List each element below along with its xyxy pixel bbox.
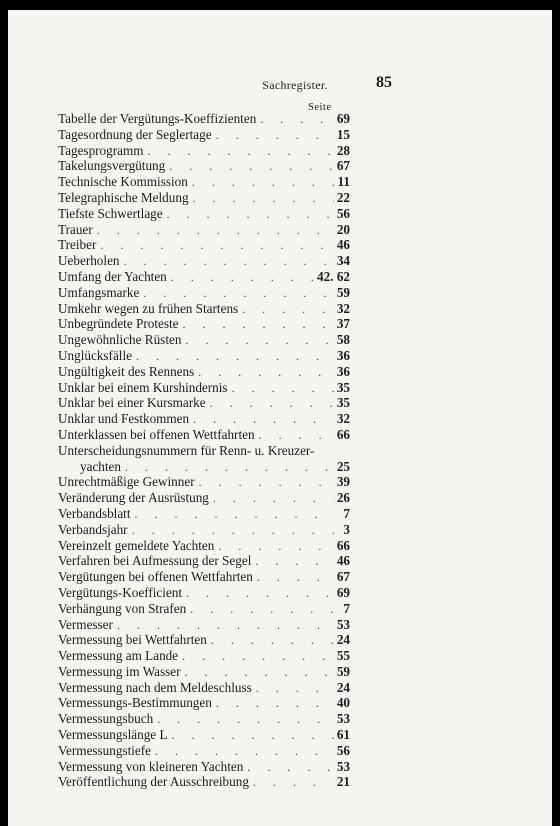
index-page-ref: 11 [337, 174, 350, 190]
index-entry [58, 711, 350, 727]
index-term: Veränderung der Ausrüstung [58, 490, 209, 506]
index-entry [58, 617, 350, 633]
index-page-ref: 40 [336, 695, 350, 711]
index-term: Ungültigkeit des Rennens [58, 363, 195, 379]
index-entry [58, 680, 350, 696]
index-entry [58, 427, 350, 443]
index-entry [58, 301, 350, 317]
index-term: Vermessung nach dem Meldeschluss [58, 679, 252, 695]
leader-dots [195, 475, 334, 491]
index-entry [58, 727, 350, 743]
leader-dots [168, 728, 334, 744]
leader-dots [165, 159, 334, 175]
index-page-ref: 24 [336, 632, 350, 648]
index-entry [58, 522, 350, 538]
index-page-ref: 66 [336, 537, 350, 553]
leader-dots [182, 586, 334, 602]
index-page-ref: 42. 62 [317, 268, 350, 284]
index-entry [58, 774, 350, 790]
index-entry [58, 459, 350, 475]
column-label-seite: Seite [308, 102, 332, 113]
index-term: Unklar und Festkommen [58, 411, 190, 427]
index-entry [58, 127, 350, 143]
index-entry [58, 695, 350, 711]
index-entry [58, 474, 350, 490]
index-entry [58, 111, 350, 127]
leader-dots [249, 775, 334, 791]
index-entry [58, 538, 350, 554]
leader-dots [228, 381, 334, 397]
index-entry [58, 174, 350, 190]
index-entry [58, 332, 350, 348]
index-page-ref: 26 [336, 490, 350, 506]
index-entry [58, 269, 350, 285]
index-page-ref: 32 [336, 411, 350, 427]
page-number: 85 [376, 74, 392, 91]
index-entry [58, 585, 350, 601]
index-term: Vergütungen bei offenen Wettfahrten [58, 569, 253, 585]
index-entry [58, 143, 350, 159]
index-term: Vermesser [58, 616, 113, 632]
leader-dots [181, 333, 334, 349]
leader-dots [194, 365, 334, 381]
index-term: Trauer [58, 221, 93, 237]
index-entry [58, 490, 350, 506]
index-entry [58, 316, 350, 332]
index-term: Tabelle der Vergütungs-Koeffizienten [58, 111, 257, 126]
index-page-ref: 37 [336, 316, 350, 332]
index-term: Unbegründete Proteste [58, 316, 179, 332]
index-page-ref: 36 [336, 363, 350, 379]
index-page-ref: 15 [336, 126, 350, 142]
index-page-ref: 53 [336, 758, 350, 774]
index-entry [58, 569, 350, 585]
leader-dots [206, 396, 334, 412]
index-term: Tiefste Schwertlage [58, 205, 163, 221]
leader-dots [186, 602, 334, 618]
index-entry [58, 380, 350, 396]
index-term: Vergütungs-Koefficient [58, 584, 183, 600]
index-term: Vermessung im Wasser [58, 663, 181, 679]
leader-dots [256, 112, 334, 128]
index-page-ref: 35 [336, 395, 350, 411]
index-page-ref: 59 [336, 663, 350, 679]
leader-dots [189, 191, 334, 207]
index-page-ref: 7 [343, 505, 350, 521]
index-term: Technische Kommission [58, 174, 188, 190]
index-term: Ueberholen [58, 253, 120, 269]
leader-dots [212, 128, 334, 144]
index-entry [58, 443, 350, 459]
leader-dots [252, 681, 334, 697]
index-page-ref: 69 [336, 111, 350, 126]
index-page-ref: 53 [336, 616, 350, 632]
index-page-ref: 56 [336, 205, 350, 221]
index-term: Vermessungs-Bestimmungen [58, 695, 212, 711]
index-page-ref: 56 [336, 742, 350, 758]
index-term: Vereinzelt gemeldete Yachten [58, 537, 215, 553]
leader-dots [251, 554, 334, 570]
index-term: Verbandsjahr [58, 521, 128, 537]
index-page-ref: 46 [336, 237, 350, 253]
leader-dots [189, 412, 334, 428]
index-entry [58, 759, 350, 775]
leader-dots [255, 428, 334, 444]
leader-dots [144, 144, 335, 160]
index-page-ref: 69 [336, 584, 350, 600]
leader-dots [96, 238, 334, 254]
index-page-ref: 20 [336, 221, 350, 237]
index-entry [58, 253, 350, 269]
leader-dots [167, 270, 315, 286]
leader-dots [243, 760, 334, 776]
leader-dots [113, 618, 334, 634]
index-entry [58, 553, 350, 569]
leader-dots [121, 460, 334, 476]
index-page-ref: 67 [336, 158, 350, 174]
leader-dots [151, 744, 334, 760]
leader-dots [120, 254, 334, 270]
index-term: Telegraphische Meldung [58, 189, 189, 205]
leader-dots [178, 649, 334, 665]
index-entry [58, 222, 350, 238]
index-term: Vermessung bei Wettfahrten [58, 632, 207, 648]
index-term: Vermessung von kleineren Yachten [58, 758, 244, 774]
index-entry [58, 395, 350, 411]
leader-dots [131, 507, 334, 523]
index-entry [58, 601, 350, 617]
index-entry [58, 743, 350, 759]
index-term: Ungewöhnliche Rüsten [58, 332, 182, 348]
index-term: Unglücksfälle [58, 347, 132, 363]
index-page-ref: 3 [343, 521, 350, 537]
page-title: Sachregister. [262, 78, 328, 92]
index-page-ref: 58 [336, 332, 350, 348]
index-entry [58, 158, 350, 174]
index-page-ref: 39 [336, 474, 350, 490]
leader-dots [93, 223, 334, 239]
index-term: Veröffentlichung der Ausschreibung [58, 774, 249, 790]
index-page-ref: 21 [336, 774, 350, 790]
leader-dots [178, 317, 334, 333]
leader-dots [212, 696, 334, 712]
index-term: Takelungsvergütung [58, 158, 166, 174]
index-entry [58, 348, 350, 364]
index-page-ref: 46 [336, 553, 350, 569]
index-term: Vermessungsbuch [58, 711, 154, 727]
index-page-ref: 35 [336, 379, 350, 395]
index-page-ref: 67 [336, 569, 350, 585]
index-term: Unterklassen bei offenen Wettfahrten [58, 426, 255, 442]
index-entry [58, 648, 350, 664]
index-term: yachten [80, 458, 122, 474]
index-page-ref: 32 [336, 300, 350, 316]
index-entry [58, 285, 350, 301]
index-page-ref: 36 [336, 347, 350, 363]
leader-dots [128, 523, 334, 539]
leader-dots [207, 633, 334, 649]
index-page-ref: 34 [336, 253, 350, 269]
index-term: Umfang der Yachten [58, 268, 167, 284]
index-term: Unklar bei einem Kurshindernis [58, 379, 228, 395]
index-page-ref: 59 [336, 284, 350, 300]
index-page-ref: 55 [336, 648, 350, 664]
leader-dots [132, 349, 334, 365]
index-entry [58, 190, 350, 206]
index-term: Vermessungstiefe [58, 742, 152, 758]
index-term: Vermessungslänge L [58, 727, 168, 743]
index-page-ref: 7 [343, 600, 350, 616]
leader-dots [181, 665, 335, 681]
index-entry [58, 632, 350, 648]
index-entry [58, 237, 350, 253]
leader-dots [153, 712, 334, 728]
index-entry [58, 206, 350, 222]
index-entry [58, 364, 350, 380]
leader-dots [253, 570, 334, 586]
index-term: Unklar bei einer Kursmarke [58, 395, 206, 411]
index-entry [58, 411, 350, 427]
index-page-ref: 22 [336, 189, 350, 205]
leader-dots [188, 175, 334, 191]
index-page-ref: 61 [336, 727, 350, 743]
leader-dots [139, 286, 334, 302]
index-term: Tagesordnung der Seglertage [58, 126, 212, 142]
index-entry [58, 664, 350, 680]
index-page-ref: 53 [336, 711, 350, 727]
index-term: Verfahren bei Aufmessung der Segel [58, 553, 252, 569]
leader-dots [214, 539, 334, 555]
index-term: Unterscheidungsnummern für Renn- u. Kreuzer- [58, 442, 315, 458]
leader-dots [163, 207, 334, 223]
page-header [58, 74, 532, 96]
index-page-ref: 28 [336, 142, 350, 158]
index-term: Treiber [58, 237, 97, 253]
index-list [58, 111, 350, 790]
leader-dots [209, 491, 334, 507]
index-term: Unrechtmäßige Gewinner [58, 474, 195, 490]
index-page-ref: 24 [336, 679, 350, 695]
index-term: Vermessung am Lande [58, 648, 179, 664]
index-term: Umfangsmarke [58, 284, 140, 300]
index-term: Verhängung von Strafen [58, 600, 187, 616]
index-page-ref: 66 [336, 426, 350, 442]
index-term: Umkehr wegen zu frühen Startens [58, 300, 239, 316]
index-page-ref: 25 [336, 458, 350, 474]
leader-dots [238, 302, 334, 318]
index-entry [58, 506, 350, 522]
index-term: Verbandsblatt [58, 505, 131, 521]
index-term: Tagesprogramm [58, 142, 144, 158]
book-page [8, 10, 552, 826]
